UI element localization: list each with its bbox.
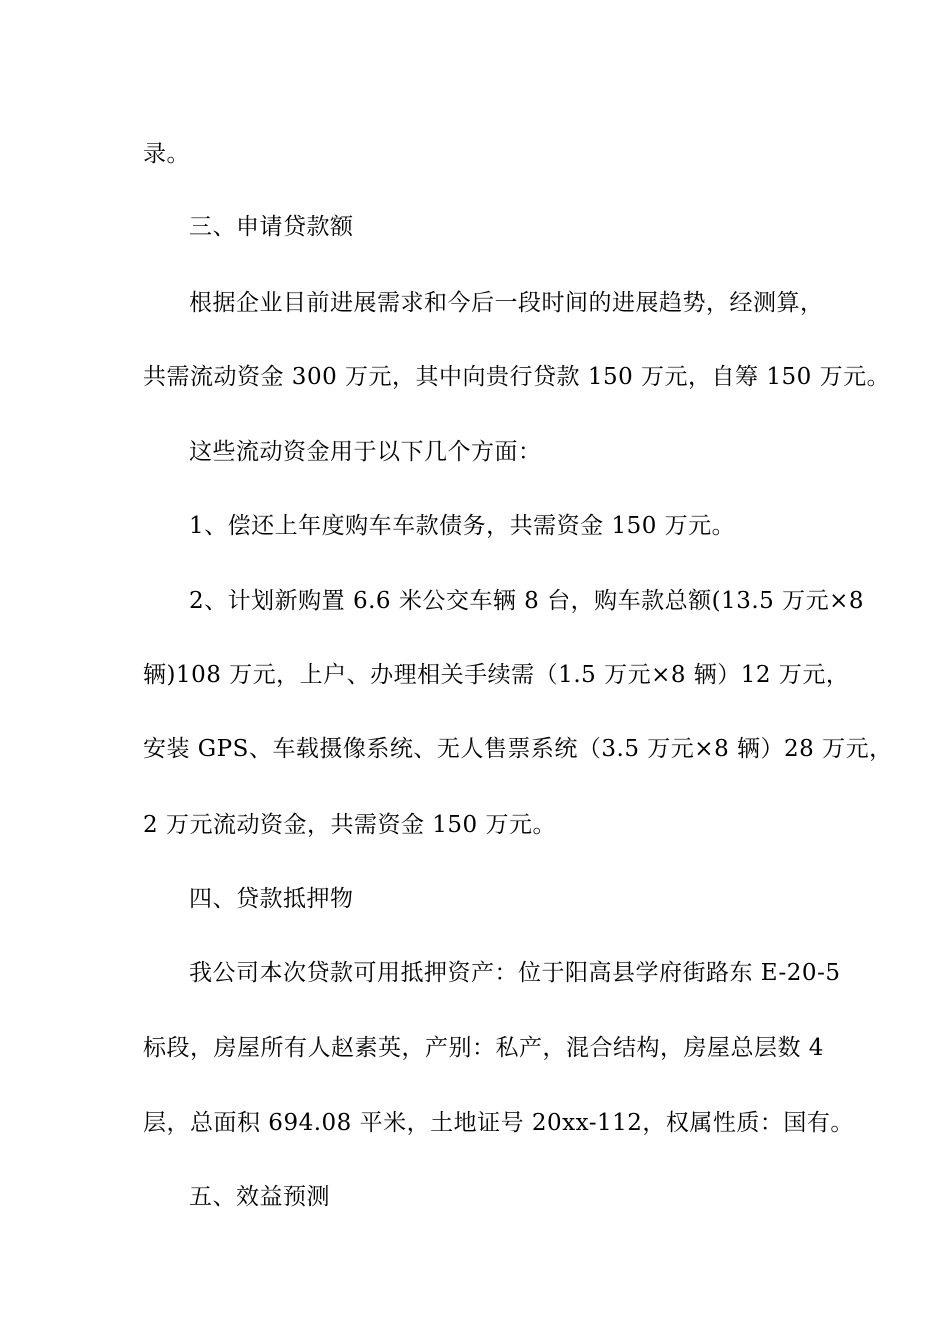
paragraph-line: 安装 GPS、车载摄像系统、无人售票系统（3.5 万元×8 辆）28 万元，: [143, 736, 893, 762]
paragraph-line: 这些流动资金用于以下几个方面：: [189, 439, 542, 465]
paragraph-line: 辆)108 万元，上户、办理相关手续需（1.5 万元×8 辆）12 万元，: [143, 662, 850, 688]
paragraph-line: 标段，房屋所有人赵素英，产别：私产，混合结构，房屋总层数 4: [143, 1035, 824, 1061]
list-item: 1、偿还上年度购车车款债务，共需资金 150 万元。: [189, 513, 736, 539]
list-item: 2、计划新购置 6.6 米公交车辆 8 台，购车款总额(13.5 万元×8: [189, 588, 864, 614]
paragraph-line: 我公司本次贷款可用抵押资产：位于阳高县学府街路东 E-20-5: [189, 960, 841, 986]
paragraph-line: 层，总面积 694.08 平米，土地证号 20xx-112，权属性质：国有。: [143, 1110, 854, 1136]
section-heading: 三、申请贷款额: [189, 214, 354, 240]
section-heading: 四、贷款抵押物: [189, 886, 354, 912]
paragraph-line: 2 万元流动资金，共需资金 150 万元。: [143, 812, 556, 838]
paragraph-line: 录。: [143, 141, 190, 167]
paragraph-line: 根据企业目前进展需求和今后一段时间的进展趋势，经测算，: [189, 290, 824, 316]
paragraph-line: 共需流动资金 300 万元，其中向贵行贷款 150 万元，自筹 150 万元。: [143, 364, 891, 390]
section-heading: 五、效益预测: [189, 1184, 330, 1210]
